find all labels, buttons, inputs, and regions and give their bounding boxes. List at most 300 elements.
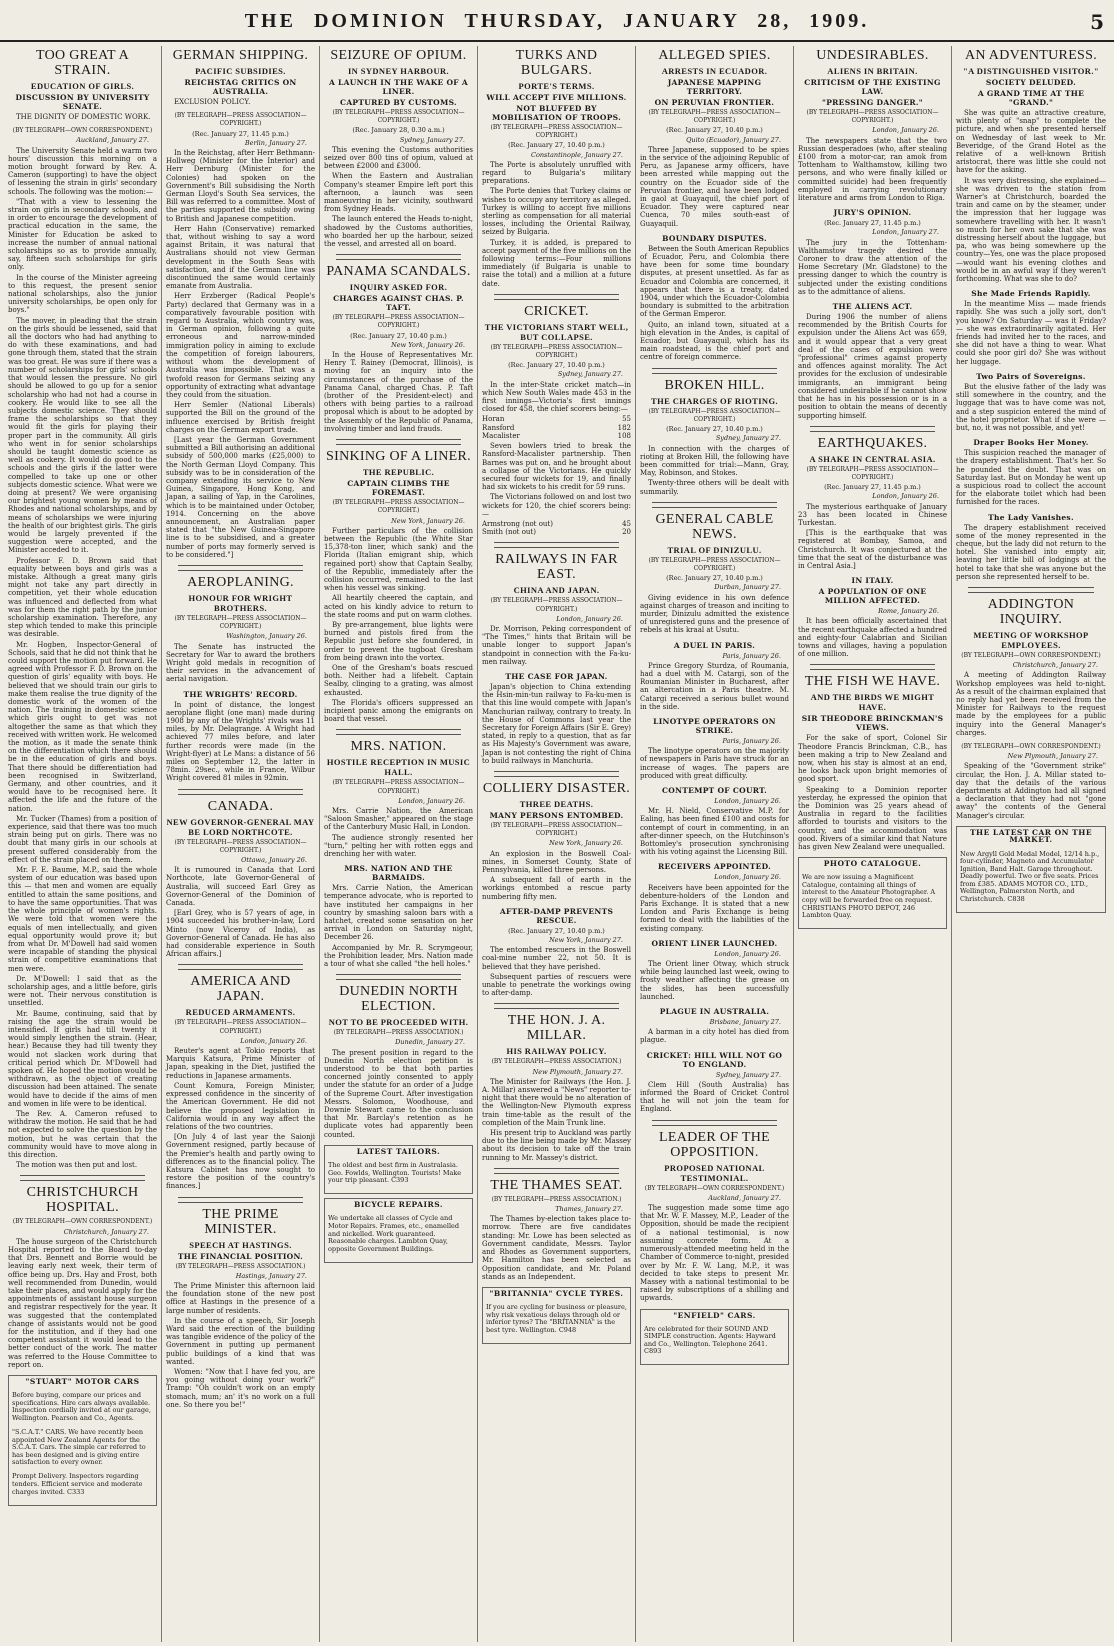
article-paragraph: [Earl Grey, who is 57 years of age, in 1904 succeeded his brother-in-law, Lord Minto (now Viceroy of India), as Governor-General of Canada. He has also had considerable experience in South African affairs.] bbox=[166, 909, 315, 959]
article-subheadline: CAPTAIN CLIMBS THE FOREMAST. bbox=[347, 479, 450, 498]
article-paragraph: [Last year the German Government submitted a Bill authorising an additional subsidy of 500,000 marks (£25,000) to the North German Lloyd Company. This subsidy was to be in consideration of the company extending its service to New Guinea, Singapore, Hong Kong, and Japan, a sailing of Yap, in the Carolines, which is to be maintained under October, 1914. Concerning on the above announcement, an Australian paper stated that "the New Guinea-Singapore line is to be subsidised, and a greater number of ports may formerly served is to be considered."] bbox=[166, 435, 315, 559]
article-paragraph: Count Komura, Foreign Minister, expressed confidence in the sincerity of the American Government. He did not believe the proposed legislation in California would in any way affect the relations of the two countries. bbox=[166, 1081, 315, 1131]
article-subheadline: PORTE'S TERMS. bbox=[518, 81, 595, 91]
section-divider bbox=[810, 426, 935, 432]
article bbox=[956, 289, 1106, 366]
article-subheadline: THREE DEATHS. bbox=[519, 798, 594, 809]
section-divider bbox=[494, 771, 619, 777]
article-paragraph: The present position in regard to the Dunedin North election petition is understood to be that both parties concerned jointly consented to apply under the statute for an order of a Judge of the Supreme Court. After investigation Messrs. Solomon, Woodhouse, and Downie Stewart came to the conclusion that Mr. Barclay's retention as he duplicate votes had apparently been counted. bbox=[324, 1048, 473, 1139]
article-paragraph: Mr. Hogben, Inspector-General of Schools, said that he did not think that he could support the motion put forward. He agreed with Professor F. D. Brown on the question of girls' equality with boys. He believed that we should train our girls to make them realise the true dignity of the domestic work of the women of the nation. The training in domestic science which girls ought to get was not altogether the same as that which they received with written work. He welcomed the motion, as it made the senate think on the differentiation which there should be in the education of girls and boys. That there should be differentiation had been recognised in Switzerland, Germany, and other countries, and it would have to be recognised here. It affected the life and the future of the nation. bbox=[8, 640, 157, 813]
dateline-place: Hastings, January 27. bbox=[235, 1271, 307, 1280]
article-paragraph: Mrs. Carrie Nation, the American "Saloon Smasher," appeared on the stage of the Canterbury Music Hall, in London. bbox=[324, 806, 473, 832]
article-headline: THE HON. J. A. MILLAR. bbox=[507, 1013, 606, 1044]
article bbox=[798, 674, 947, 851]
article-subheadline: REICHSTAG CRITICS ON AUSTRALIA. bbox=[184, 78, 297, 96]
wire-credit: (BY TELEGRAPH—PRESS ASSOCIATION—COPYRIGHT.) bbox=[490, 597, 623, 613]
dateline-place: Rome, January 26. bbox=[878, 607, 939, 616]
article-paragraph: The Prime Minister this afternoon laid the foundation stone of the new post office at Hastings in the presence of a large number of residents. bbox=[166, 1281, 315, 1315]
column bbox=[952, 46, 1110, 1642]
article-paragraph: When the Eastern and Australian Company's steamer Empire left port this afternoon, a launch was seen manoeuvring in her vicinity, southward from Sydney Heads. bbox=[324, 172, 473, 214]
dateline-place: London, January 26. bbox=[714, 796, 781, 805]
article-paragraph: In the course of the Minister agreeing to this request, the present senior national scholarships, also the junior university scholarships, be open only for boys." bbox=[8, 273, 157, 315]
advertisement bbox=[798, 857, 947, 929]
article-headline: TURKS AND BULGARS. bbox=[515, 48, 598, 78]
article-paragraph: This suspicion reached the manager of the drapery establishment. That's her. So he pounded the doubt. That was on Saturday last. But on Monday he went up a suspicious road to collect the account for the elaborate toilet which had been furnished for the races. bbox=[956, 449, 1106, 507]
ad-heading: "BRITANNIA" CYCLE TYRES. bbox=[489, 1288, 624, 1298]
column bbox=[162, 46, 320, 1642]
article-headline: CHRISTCHURCH HOSPITAL. bbox=[26, 1185, 139, 1216]
article bbox=[8, 1185, 157, 1369]
article-paragraph: Reuter's agent at Tokio reports that Marquis Katsura, Prime Minister of Japan, speaking in the Diet, justified the reductions in Japanese armaments. bbox=[166, 1047, 315, 1080]
article bbox=[8, 127, 157, 1169]
article bbox=[166, 575, 315, 684]
player-name: Horan bbox=[482, 415, 505, 424]
section-divider bbox=[178, 789, 303, 795]
dateline-place: Dunedin, January 27. bbox=[395, 1038, 465, 1047]
section-divider bbox=[968, 587, 1094, 593]
article-paragraph: The Senate has instructed the Secretary for War to award the brothers Wright gold medals in recognition of their services in the advancement of aerial navigation. bbox=[166, 642, 315, 684]
dateline-place: Thames, January 27. bbox=[555, 1205, 623, 1214]
article-paragraph: All heartily cheered the captain, and acted on his kindly advice to return to the state rooms and put on warm clothes. bbox=[324, 594, 473, 619]
article-subheadline: Draper Books Her Money. bbox=[973, 438, 1089, 448]
article bbox=[482, 781, 631, 901]
article-subheadline: NEW GOVERNOR-GENERAL MAY BE LORD NORTHCOTE. bbox=[166, 816, 315, 837]
article-subheadline: CAPTURED BY CUSTOMS. bbox=[340, 98, 457, 107]
article-paragraph: Clem Hill (South Australia) has informed the Board of Cricket Control that he will not join the team for England. bbox=[640, 1080, 789, 1114]
received-date: (Rec. January 27, 11.45 p.m.) bbox=[824, 483, 921, 492]
article-paragraph: Twenty-three others will be dealt with summarily. bbox=[640, 479, 789, 496]
article-paragraph: The house surgeon of the Christchurch Hospital reported to the Board to-day that Drs. Bennett and Borrie would be leaving early next week, their term of office being up. Drs. Hay and Frost, both well recommended from Dunedin, would take their places, and would apply for the appointments of assistant house surgeon and registrar respectively for the year. It was suggested that the contemplated change of assistants would not be good for the institution, and if they had one competent assistant it would lead to the better conduct of the work. The matter was referred to the House Committee to report on. bbox=[8, 1237, 157, 1369]
masthead bbox=[0, 0, 1114, 42]
dateline-place: London, January 26. bbox=[714, 873, 781, 882]
received-date: (Rec. January 27, 10.40 p.m.) bbox=[350, 331, 447, 340]
article bbox=[956, 438, 1106, 506]
dateline-place: New York, January 26. bbox=[391, 340, 465, 349]
player-score: 182 bbox=[617, 423, 631, 432]
wire-credit: (BY TELEGRAPH—PRESS ASSOCIATION—COPYRIGHT.) bbox=[648, 556, 781, 572]
article-paragraph: In the course of a speech, Sir Joseph Ward said the erection of the building was tangible evidence of the policy of the Government in putting up permanent public buildings of a kind that was wanted. bbox=[166, 1316, 315, 1366]
article-subheadline: HIS RAILWAY POLICY. bbox=[506, 1046, 607, 1057]
article-subheadline: "PRESSING DANGER." bbox=[822, 98, 923, 107]
section-divider bbox=[494, 1168, 619, 1174]
column bbox=[478, 46, 636, 1642]
article-subheadline: "A DISTINGUISHED VISITOR." bbox=[963, 66, 1099, 76]
dateline-place: London, January 26. bbox=[398, 796, 465, 805]
section-divider bbox=[20, 1175, 145, 1181]
wire-credit: (BY TELEGRAPH—PRESS ASSOCIATION.) bbox=[491, 1058, 622, 1066]
article-subheadline: A SHAKE IN CENTRAL ASIA. bbox=[809, 453, 936, 464]
article-paragraph: The motion was then put and lost. bbox=[16, 1161, 138, 1170]
article bbox=[166, 112, 315, 559]
newspaper-title: THE DOMINION THURSDAY, JANUARY 28, 1909. bbox=[244, 10, 870, 32]
article-paragraph: In the Reichstag, after Herr Bethmann-Hollweg (Minister for the Interior) and Herr Dernburg (Minister for the Colonies) had spoken on the Government's Bill subsidising the North German Lloyd's South Sea services, the Bill was referred to a committee. Most of the parties supported the subsidy owing to British and Japanese competition. bbox=[166, 149, 315, 223]
wire-credit: (BY TELEGRAPH—PRESS ASSOCIATION—COPYRIGHT.) bbox=[174, 112, 307, 128]
article-paragraph: [On July 4 of last year the Saionji Government resigned, partly because of the Premier's health and partly owing to differences as to the financial policy. The Katsura Cabinet has now sought to restore the position of the country's finances.] bbox=[166, 1133, 315, 1191]
article-headline: SEIZURE OF OPIUM. bbox=[330, 48, 467, 63]
dateline-place: New Plymouth, January 27. bbox=[1007, 752, 1098, 761]
article bbox=[482, 304, 631, 536]
ad-heading: "STUART" MOTOR CARS bbox=[25, 1377, 140, 1387]
score-row bbox=[482, 520, 631, 528]
article bbox=[324, 48, 473, 248]
article-paragraph: A meeting of Addington Railway Workshop employees was held to-night. As a result of the chairman explained that no reply had yet been received from the Minister for Railways to the request made by the employees for a public inquiry into the General Manager's charges. bbox=[956, 671, 1106, 737]
dateline-place: Auckland, January 27. bbox=[708, 1193, 781, 1202]
article bbox=[640, 641, 789, 711]
article-paragraph: Mrs. Carrie Nation, the American temperance advocate, who is reported to have instituted her campaigns in her country by smashing saloon bars with a hatchet, created some sensation on her arrival in London on Saturday night, December 26. bbox=[324, 884, 473, 942]
article bbox=[956, 597, 1106, 737]
dateline-place: London, January 26. bbox=[872, 492, 939, 501]
advertisement bbox=[8, 1375, 157, 1506]
article-headline: GENERAL CABLE NEWS. bbox=[655, 511, 774, 542]
article-headline: ADDINGTON INQUIRY. bbox=[987, 596, 1075, 627]
article-paragraph: The Minister for Railways (the Hon. J. A. Millar) answered a "News" reporter to-night that there would be no alteration of the Wellington-New Plymouth express train time-table as the result of the completion of the Main Trunk line. bbox=[482, 1077, 631, 1127]
article-subheadline: INQUIRY ASKED FOR. bbox=[349, 282, 448, 293]
article-paragraph: In the House of Representatives Mr. Henry T. Rainey (Democrat, Illinois), is moving for an inquiry into the circumstances of the purchase of the Panama Canal, charged Chas. P. Taft (brother of the President-elect) and others with being parties to a railroad proposal which is about to be adopted by the Assembly of the Republic of Panama, involving timber and land frauds. bbox=[324, 351, 473, 433]
player-name: Smith (not out) bbox=[482, 528, 536, 537]
article-paragraph: The Porte is absolutely unruffled with regard to Bulgaria's military preparations. bbox=[482, 160, 631, 186]
article-subheadline: IN ITALY. bbox=[851, 576, 894, 586]
article-subheadline: THE WRIGHTS' RECORD. bbox=[183, 689, 298, 699]
dateline-place: Sydney, January 27. bbox=[715, 1070, 781, 1079]
article bbox=[640, 1051, 789, 1114]
ad-heading: LATEST TAILORS. bbox=[356, 1146, 441, 1156]
wire-credit: (BY TELEGRAPH—PRESS ASSOCIATION—COPYRIGHT.) bbox=[490, 343, 623, 360]
article-paragraph: THE DIGNITY OF DOMESTIC WORK. bbox=[16, 113, 151, 121]
article-paragraph: The audience strongly resented her "turn," pelting her with rotten eggs and drenching her with water. bbox=[324, 833, 473, 858]
article-paragraph: It is rumoured in Canada that Lord Northcote, late Governor-General of Australia, will succeed Earl Grey as Governor-General of the Dominion of Canada. bbox=[166, 866, 315, 908]
article-subheadline: CONTEMPT OF COURT. bbox=[661, 785, 768, 795]
article-subheadline: ORIENT LINER LAUNCHED. bbox=[651, 938, 778, 948]
ad-heading: BICYCLE REPAIRS. bbox=[354, 1200, 443, 1210]
article-paragraph: Mr. Baume, continuing, said that by raising the age the strain would be intensified. If girls had till twenty it would simply lengthen the strain. (Hear, hear.) Because they had till twenty they would not slacken work during that critical period which Dr. M'Dowell had spoken of. He hoped the motion would be withdrawn, as the object of creating discussion had been attained. The senate would have to decide if the aims of men and women in life were to be identical. bbox=[8, 1009, 157, 1108]
article-subheadline: THE CASE FOR JAPAN. bbox=[505, 671, 608, 681]
article-paragraph: The launch entered the Heads to-night, shadowed by the Customs authorities, who boarded her up the harbour, seized the vessel, and arrested all on board. bbox=[324, 215, 473, 249]
article-paragraph: During 1906 the number of aliens recommended by the British Courts for expulsion under the Aliens Act was 659, and it would appear that a very great deal of the cases of expulsion were "professional" crimes against property and offences against morality. The Act provides for the exclusion of undesirable immigrants, an immigrant being considered undesirable if he cannot show that he has in his possession or is in a position to obtain the means of decently supporting himself. bbox=[798, 313, 947, 420]
article-paragraph: But the elusive father of the lady was still somewhere in the country, and the luggage that was to have come was not, and a step suspicion entered the mind of the hotel proprietor. What if she were — but, no, it was not possible, and yet! bbox=[956, 382, 1106, 432]
article-paragraph: For the sake of sport, Colonel Sir Theodore Francis Brinckman, C.B., has been making a trip to New Zealand and now, when his stay is almost at an end, he looks back upon bright memories of good sport. bbox=[798, 734, 947, 784]
ad-text: We are now issuing a Magnificent Catalogue, containing all things of interest to the Amateur Photographer. A copy will be forwarded free on request. CHRISTIANS PHOTO DEPOT, 246 Lambton Quay. bbox=[802, 873, 936, 920]
article bbox=[324, 739, 473, 858]
article bbox=[640, 786, 789, 856]
article bbox=[640, 1130, 789, 1303]
article-paragraph: Mr. F. E. Baume, M.P., said the whole system of our education was based upon this — that men and women are equally entitled to attain the same positions, and to have the same opportunities. That was the whole principle of women's rights. We were told that women were the equals of men intellectually, and given equal opportunity would prove it; but from what Dr. M'Dowell had said women were incapable of standing the physical strain of competitive examinations that men were. bbox=[8, 866, 157, 973]
newspaper-page bbox=[4, 46, 1110, 1642]
article-subheadline: JURY'S OPINION. bbox=[833, 208, 912, 218]
score-row bbox=[482, 424, 631, 432]
score-row bbox=[482, 432, 631, 440]
article bbox=[640, 862, 789, 932]
dateline-place: Paris, January 26. bbox=[722, 736, 781, 745]
wire-credit: (BY TELEGRAPH—OWN CORRESPONDENT.) bbox=[961, 651, 1101, 659]
article-headline: RAILWAYS IN FAR EAST. bbox=[495, 552, 618, 583]
wire-credit: (BY TELEGRAPH—PRESS ASSOCIATION—COPYRIGHT.) bbox=[332, 109, 465, 125]
article-paragraph: This evening the Customs authorities seized over 800 tins of opium, valued at between £2000 and £3000. bbox=[324, 145, 473, 171]
dateline-place: Sydney, January 27. bbox=[715, 434, 781, 443]
dateline-place: Brisbane, January 27. bbox=[709, 1018, 781, 1027]
article-subheadline: BOUNDARY DISPUTES. bbox=[662, 233, 767, 243]
page-number: 5 bbox=[1090, 10, 1104, 34]
article-headline: SINKING OF A LINER. bbox=[326, 449, 471, 465]
article-paragraph: The linotype operators on the majority of newspapers in Paris have struck for an increase of wages. The papers are produced with great difficulty. bbox=[640, 747, 789, 780]
article bbox=[640, 1007, 789, 1045]
article bbox=[8, 48, 157, 121]
article-subheadline: WILL ACCEPT FIVE MILLIONS. bbox=[486, 93, 627, 102]
article bbox=[640, 512, 789, 635]
dateline-place: London, January 27. bbox=[872, 228, 939, 237]
dateline-place: Auckland, January 27. bbox=[76, 136, 149, 145]
dateline-place: Constantinople, January 27. bbox=[530, 150, 623, 159]
article-paragraph: The Florida's officers suppressed an incipient panic among the emigrants on board that vessel. bbox=[324, 698, 473, 724]
article-paragraph: Herr Erzberger (Radical People's Party) declared that Germany was in a comparatively favourable position with regard to Australia, which country was, in German opinion, following a quite erroneous and narrow-minded immigration policy in aiming to exclude the competition of foreign labourers, without whom the development of Australia was impossible. That was a twofold reason for Germans seizing any opportunity of extracting what advantage they could from the situation. bbox=[166, 292, 315, 399]
article-paragraph: Prince Gregory Sturdza, of Roumania, had a duel with M. Catargi, son of the Roumanian Minister in Bucharest, after an altercation in a Paris theatre. M. Catargi received a serious bullet wound in the side. bbox=[640, 661, 789, 711]
article-subheadline: DISCUSSION BY UNIVERSITY SENATE. bbox=[15, 93, 150, 111]
advertisement bbox=[640, 1309, 789, 1366]
article-subheadline: THE FINANCIAL POSITION. bbox=[177, 1251, 304, 1261]
wire-credit: (BY TELEGRAPH—PRESS ASSOCIATION—COPYRIGHT.) bbox=[648, 407, 781, 423]
article-paragraph: In the meantime Miss — made friends rapidly. She was such a jolly sort, don't you know? On Saturday — was it Friday? — she was extraordinarily agitated. Her friends had invited her to the races, and she did not have a thing to wear. What could she poor girl do? She was without her luggage. bbox=[956, 300, 1106, 366]
dateline-place: Berlin, January 27. bbox=[244, 138, 307, 147]
article-paragraph: Speaking to a Dominion reporter yesterday, he expressed the opinion that the Dominion was 25 years ahead of Australia in regard to the facilities afforded to tourists and visitors to the country, and the accommodation was good. Rivers of a similar kind that Nature has given New Zealand were unequalled. bbox=[798, 785, 947, 851]
section-divider bbox=[178, 565, 303, 571]
dateline-place: New Plymouth, January 27. bbox=[532, 1067, 623, 1076]
article bbox=[640, 939, 789, 1001]
article-paragraph: Accompanied by Mr. R. Scrymgeour, the Prohibition leader, Mrs. Nation made a tour of what she called "the hell holes." bbox=[324, 943, 473, 969]
received-date: (Rec. January 27, 10.40 p.m.) bbox=[508, 361, 605, 370]
article-subheadline: PACIFIC SUBSIDIES. bbox=[195, 66, 286, 76]
article bbox=[166, 48, 315, 106]
dateline-place: Christchurch, January 27. bbox=[63, 1227, 149, 1236]
article bbox=[324, 984, 473, 1139]
article-subheadline: ALIENS IN BRITAIN. bbox=[827, 66, 918, 76]
player-name: Macalister bbox=[482, 431, 520, 440]
article bbox=[166, 799, 315, 959]
ad-text: The oldest and best firm in Australasia. Geo. Fowlds, Wellington. Tourists! Make your trip pleasant. C393 bbox=[328, 1160, 462, 1185]
article-subheadline: The Lady Vanishes. bbox=[988, 512, 1074, 522]
article-paragraph: Further particulars of the collision between the Republic (the White Star 15,378-ton liner, which sank) and the Florida (Italian emigrant ship, which regained port) show that Captain Sealby, of the Republic, immediately after the collision occurred, remained to the last when his vessel was sinking. bbox=[324, 526, 473, 593]
dateline-place: London, January 26. bbox=[240, 1036, 307, 1045]
wire-credit: (BY TELEGRAPH—OWN CORRESPONDENT.) bbox=[644, 1184, 785, 1192]
wire-credit: (BY TELEGRAPH—PRESS ASSOCIATION—COPYRIGHT.) bbox=[648, 109, 781, 125]
article-headline: UNDESIRABLES. bbox=[816, 48, 929, 63]
column bbox=[4, 46, 162, 1642]
article-subheadline: NOT BLUFFED BY MOBILISATION OF TROOPS. bbox=[491, 104, 622, 122]
ad-heading: "ENFIELD" CARS. bbox=[673, 1310, 756, 1320]
article-paragraph: Quito, an inland town, situated at a high elevation in the Andes, is capital of Ecuador, but Guayaquil, which has its main roadstead, is the chief port and centre of foreign commerce. bbox=[640, 320, 789, 362]
section-divider bbox=[336, 439, 461, 445]
dateline-place: London, January 26. bbox=[556, 614, 623, 623]
received-date: (Rec. January 27, 10.40 p.m.) bbox=[666, 574, 763, 583]
article-headline: THE THAMES SEAT. bbox=[490, 1177, 623, 1193]
received-date: (Rec. January 28, 0.30 a.m.) bbox=[352, 126, 445, 135]
article bbox=[640, 378, 789, 496]
wire-credit: (BY TELEGRAPH—PRESS ASSOCIATION—COPYRIGHT.) bbox=[490, 821, 623, 838]
article-paragraph: The Thames by-election takes place to-morrow. There are five candidates standing: Mr. Lowe has been selected as Government candidate, Messrs. Taylor and Rhodes as Government supporters, Mr. Hamilton has been selected as Opposition candidate, and Mr. Poland stands as an Independent. bbox=[482, 1215, 631, 1281]
article-headline: GERMAN SHIPPING. bbox=[172, 48, 309, 63]
wire-credit: (BY TELEGRAPH—PRESS ASSOCIATION—COPYRIGHT.) bbox=[332, 499, 465, 515]
article-paragraph: Dr. Morrison, Peking correspondent of "The Times," hints that Britain will be unable longer to support Japan's standpoint in connection with the Fa-ku-men railway. bbox=[482, 624, 631, 666]
article-paragraph: [This is the earthquake that was registered at Bombay, Samoa, and Christchurch. It was conjectured at the time that the seat of the disturbance was in Central Asia.] bbox=[798, 529, 947, 570]
received-date: (Rec. January 27, 10.40 p.m.) bbox=[508, 926, 605, 935]
article-subheadline: PROPOSED NATIONAL TESTIMONIAL. bbox=[664, 1162, 765, 1183]
section-divider bbox=[336, 974, 461, 980]
article bbox=[482, 48, 631, 288]
score-table bbox=[482, 415, 631, 440]
article-paragraph: Giving evidence in his own defence against charges of treason and inciting to murder, Dinizulu admitted the existence of unregistered guns and the presence of rebels at his kraal at Usutu. bbox=[640, 593, 789, 635]
article-subheadline: Two Pairs of Sovereigns. bbox=[976, 371, 1086, 381]
article-paragraph: Turkey, it is added, is prepared to accept payment of the five millions on the following terms:—Four millions immediately (if Bulgaria is unable to raise the total) and a million at a future date. bbox=[482, 238, 631, 288]
article bbox=[166, 1207, 315, 1409]
article bbox=[956, 743, 1106, 820]
article-paragraph: The drapery establishment received some of the money represented in the cheque, but the lady did not return to the hotel. She vanished into empty air, leaving her little bill of lodgings at the hotel to take that she was anyone but the person she represented herself to be. bbox=[956, 523, 1106, 581]
wire-credit: (BY TELEGRAPH—PRESS ASSOCIATION—COPYRIGHT.) bbox=[174, 614, 307, 631]
article-paragraph: Receivers have been appointed for the debenture-holders of the London and Paris Exchange. It is stated that a new London and Paris Exchange is being formed to deal with the liabilities of the existing company. bbox=[640, 883, 789, 933]
article-subheadline: RECEIVERS APPOINTED. bbox=[657, 862, 772, 872]
article-subheadline: CRICKET: HILL WILL NOT GO TO ENGLAND. bbox=[646, 1050, 783, 1069]
article-subheadline: A GRAND TIME AT THE "GRAND." bbox=[977, 89, 1085, 107]
article-paragraph: A subsequent fall of earth in the workings entombed a rescue party numbering fifty men. bbox=[482, 876, 631, 901]
section-divider bbox=[494, 542, 619, 548]
article bbox=[640, 48, 789, 228]
article-paragraph: The newspapers state that the two Russian desperadoes (who, after stealing £100 from a motor-car, ran amok from Tottenham to Walthamstow, killing two persons, and who were finally killed or committed suicide) had been frequently employed in carrying revolutionary literature and arms from London to Riga. bbox=[798, 136, 947, 203]
article-subheadline: MANY PERSONS ENTOMBED. bbox=[489, 810, 624, 820]
ad-text: New Argyll Gold Medal Model, 12/14 h.p., four-cylinder, Magneto and Accumulator Ignition, Band Halt. Garage throughout. Deadly powerful. Two or five seats. Prices from £385. ADAMS MOTOR CO., LTD., Wellington, Palmerston North, and Christchurch. C838 bbox=[960, 849, 1100, 904]
article-headline: CRICKET. bbox=[524, 303, 589, 319]
article-headline: DUNEDIN NORTH ELECTION. bbox=[339, 984, 458, 1015]
article-subheadline: CHARGES AGAINST CHAS. P. TAFT. bbox=[333, 294, 464, 313]
article bbox=[798, 436, 947, 570]
article-headline: CANADA. bbox=[207, 798, 274, 814]
received-date: (Rec. January 27, 10.40 p.m.) bbox=[508, 141, 605, 150]
article-headline: COLLIERY DISASTER. bbox=[482, 780, 631, 796]
article-headline: LEADER OF THE OPPOSITION. bbox=[659, 1129, 770, 1160]
article bbox=[482, 1013, 631, 1161]
article-paragraph: Herr Semler (National Liberals) supported the Bill on the ground of the influence exercised by British freight charges on the German export trade. bbox=[166, 401, 315, 434]
article bbox=[798, 208, 947, 296]
article-paragraph: The entombed rescuers in the Boswell coal-mine number 22, not 50. It is believed that they have perished. bbox=[482, 946, 631, 971]
wire-credit: (BY TELEGRAPH—OWN CORRESPONDENT.) bbox=[12, 127, 153, 135]
article-subheadline: TRIAL OF DINIZULU. bbox=[667, 544, 762, 555]
article-subheadline: MRS. NATION AND THE BARMAIDS. bbox=[344, 864, 453, 883]
article-subheadline: A LAUNCH IN THE WAKE OF A LINER. bbox=[329, 78, 468, 96]
section-divider bbox=[336, 254, 461, 260]
wire-credit: (BY TELEGRAPH—PRESS ASSOCIATION.) bbox=[491, 1195, 622, 1203]
article-paragraph: Women: "Now that I have fed you, are you going without doing your work?" Tramp: "Oh couldn't work on an empty stomach, mum; an' it's no work on a full one. So there you be!" bbox=[166, 1367, 315, 1409]
article bbox=[640, 234, 789, 362]
ad-text: If you are cycling for business or pleasure, why risk vexatious delays through old or inferior tyres? The "BRITANNIA" is the best tyre. Wellington. C948 bbox=[486, 1303, 627, 1334]
article-subheadline: ON PERUVIAN FRONTIER. bbox=[654, 98, 775, 107]
article-subheadline: MEETING OF WORKSHOP EMPLOYEES. bbox=[973, 629, 1089, 650]
article bbox=[324, 864, 473, 968]
article bbox=[166, 974, 315, 1190]
article-subheadline: PLAGUE IN AUSTRALIA. bbox=[659, 1007, 770, 1017]
wire-credit: (BY TELEGRAPH—PRESS ASSOCIATION.) bbox=[175, 1262, 306, 1270]
article-subheadline: CRITICISM OF THE EXISTING LAW. bbox=[804, 78, 941, 96]
article-subheadline: THE ALIENS ACT. bbox=[832, 302, 913, 312]
column bbox=[320, 46, 478, 1642]
section-divider bbox=[336, 729, 461, 735]
article-subheadline: A DUEL IN PARIS. bbox=[673, 640, 756, 650]
article bbox=[482, 552, 631, 666]
ad-text: Are celebrated for their SOUND AND SIMPLE construction. Agents: Hayward and Co., Wellington. Telephone 2641. C893 bbox=[644, 1324, 776, 1356]
wire-credit: (BY TELEGRAPH—PRESS ASSOCIATION—COPYRIGHT.) bbox=[332, 779, 465, 795]
section-divider bbox=[494, 294, 619, 300]
player-score: 20 bbox=[622, 528, 631, 537]
article-paragraph: Mr. Tucker (Thames) from a position of experience, said that there was too much strain being put on girls. There was no doubt that many girls in our schools at present suffered considerably from the effect of the strain placed on them. bbox=[8, 814, 157, 864]
article-headline: ALLEGED SPIES. bbox=[658, 48, 771, 63]
ad-text: We undertake all classes of Cycle and Motor Repairs. Frames, etc., enamelled and nickelled. Work guaranteed. Reasonable charges. Lambton Quay, opposite Government Buildings. bbox=[328, 1214, 460, 1253]
section-divider bbox=[810, 664, 935, 670]
article-subheadline: She Made Friends Rapidly. bbox=[971, 289, 1091, 299]
article-paragraph: The Porte denies that Turkey claims or wishes to occupy any territory as alleged. Turkey is willing to accept five millions sterling as compensation for all material losses, including the Oriental Railway, seized by Bulgaria. bbox=[482, 187, 631, 237]
article bbox=[798, 302, 947, 420]
article-paragraph: Speaking of the "Government strike" circular, the Hon. J. A. Millar stated to-day that the details of the various departments at Addington had all signed a declaration that they had not "gone away" the contents of the General Manager's circular. bbox=[956, 762, 1106, 820]
article-paragraph: An explosion in the Boswell Coal-mines, in Somerset County, State of Pennsylvania, killed three persons. bbox=[482, 849, 631, 874]
article-paragraph: Dr. M'Dowell: I said that as the scholarship ages, and a little before, girls were not. Their nervous constitution is unsettled. bbox=[8, 974, 157, 1008]
article-headline: PANAMA SCANDALS. bbox=[326, 264, 471, 280]
dateline-place: London, January 26. bbox=[872, 126, 939, 135]
article-subheadline: NOT TO BE PROCEEDED WITH. bbox=[328, 1017, 469, 1028]
article bbox=[798, 48, 947, 202]
article bbox=[956, 513, 1106, 581]
article-paragraph: In point of distance, the longest aeroplane flight (one man) made during 1908 by any of the Wrights' rivals was 11 miles, by Mr. Delagrange. A Wright had achieved 77 miles before, and later further records were made (in the Wright-flyer) at Le Mans: a distance of 56 miles on September 12, the latter in 78min. 29sec., while in France, Wilbur Wright covered 81 miles in 92min. bbox=[166, 700, 315, 783]
player-name: Ransford bbox=[482, 423, 515, 432]
ad-heading: THE LATEST CAR ON THE MARKET. bbox=[969, 827, 1093, 845]
article-paragraph: In connection with the charges of rioting at Broken Hill, the following have been committed for trial:—Mann, Gray, May, Robinson, and Stokes. bbox=[640, 444, 789, 478]
article-subheadline: AFTER-DAMP PREVENTS RESCUE. bbox=[499, 906, 614, 925]
article-subheadline: LINOTYPE OPERATORS ON STRIKE. bbox=[653, 716, 776, 735]
ad-heading: PHOTO CATALOGUE. bbox=[823, 859, 922, 869]
wire-credit: (BY TELEGRAPH—PRESS ASSOCIATION—COPYRIGHT.) bbox=[490, 124, 623, 140]
score-table bbox=[482, 520, 631, 536]
section-divider bbox=[178, 964, 303, 970]
article-paragraph: In the inter-State cricket match—in which New South Wales made 453 in the first innings—Victoria's first innings closed for 458, the chief scorers being:— bbox=[482, 380, 631, 414]
dateline-place: Ottawa, January 26. bbox=[241, 856, 307, 865]
article-subheadline: JAPANESE MAPPING TERRITORY. bbox=[667, 78, 762, 96]
advertisement bbox=[324, 1145, 473, 1194]
received-date: (Rec. January 27, 10.40 p.m.) bbox=[666, 126, 763, 135]
article-headline: AEROPLANING. bbox=[187, 574, 294, 590]
article-paragraph: The Orient liner Otway, which struck while being launched last week, owing to frosty weather affecting the grease on the slides, has been successfully launched. bbox=[640, 960, 789, 1001]
article-subheadline: EDUCATION OF GIRLS. bbox=[30, 81, 135, 91]
score-row bbox=[482, 528, 631, 536]
article-paragraph: She was quite an attractive creature, with plenty of "snap" to complete the picture, and when she presented herself on Wednesday of last week to Mr. Beveridge, of the Grand Hotel as the relative of a well-known British aristocrat, there was little she could not have for the asking. bbox=[956, 109, 1106, 175]
dateline-place: London, January 26. bbox=[714, 949, 781, 958]
dateline-place: New York, January 26. bbox=[391, 516, 465, 525]
article-paragraph: His present trip to Auckland was partly due to the line being made by Mr. Massey about its decision to take off the train running to Mr. Massey's district. bbox=[482, 1129, 631, 1162]
article-paragraph: Seven bowlers tried to break the Ransford-Macalister partnership. Then Barnes was put on, and he brought about a collapse of the Victorians. He quickly secured four wickets for 19, and finally had six wickets to his credit for 59 runs. bbox=[482, 442, 631, 492]
ad-text: "S.C.A.T." CARS. We have recently been appointed New Zealand Agents for the S.C.A.T. Cars. The simple car referred to has been designed and is giving entire satisfaction to every owner. bbox=[12, 1428, 146, 1467]
article bbox=[798, 576, 947, 658]
article-paragraph: Professor F. D. Brown said that equality between boys and girls was a mistake. Although a great many girls might not take any part directly in competition, yet their whole education was influenced and deflected from what was for them the right path by the junior scholarship examination. Therefore, any step which tended to make this principle was desirable. bbox=[8, 556, 157, 639]
player-score: 55 bbox=[622, 415, 631, 424]
article-paragraph: The Victorians followed on and lost two wickets for 120, the chief scorers being:— bbox=[482, 493, 631, 518]
article-headline: AMERICA AND JAPAN. bbox=[190, 974, 291, 1005]
advertisement bbox=[956, 826, 1106, 913]
article bbox=[482, 907, 631, 998]
player-score: 45 bbox=[622, 519, 631, 528]
column bbox=[794, 46, 952, 1642]
wire-credit: (BY TELEGRAPH—PRESS ASSOCIATION—COPYRIGHT.) bbox=[332, 314, 465, 330]
section-divider bbox=[652, 368, 777, 374]
article-paragraph: The suggestion made some time ago that Mr. W. F. Massey, M.P., Leader of the Opposition, should be made the recipient of a national testimonial, is now assuming concrete form. At a numerously-attended meeting held in the Chamber of Commerce to-night, presided over by Mr. F. W. Lang, M.P., it was decided to take steps to present Mr. Massey with a national testimonial to be raised by subscriptions of a shilling and upwards. bbox=[640, 1204, 789, 1303]
article-subheadline: THE REPUBLIC. bbox=[362, 467, 435, 478]
article-paragraph: One of the Gresham's boats rescued both. Neither had a lifebelt. Captain Sealby, clinging to a grating, was almost exhausted. bbox=[324, 663, 473, 697]
section-divider bbox=[652, 1120, 777, 1126]
received-date: (Rec. January 27, 11.45 p.m.) bbox=[824, 219, 921, 228]
article-subheadline: REDUCED ARMAMENTS. bbox=[185, 1007, 296, 1018]
received-date: (Rec. January 27, 11.45 p.m.) bbox=[192, 129, 289, 138]
article bbox=[640, 717, 789, 780]
